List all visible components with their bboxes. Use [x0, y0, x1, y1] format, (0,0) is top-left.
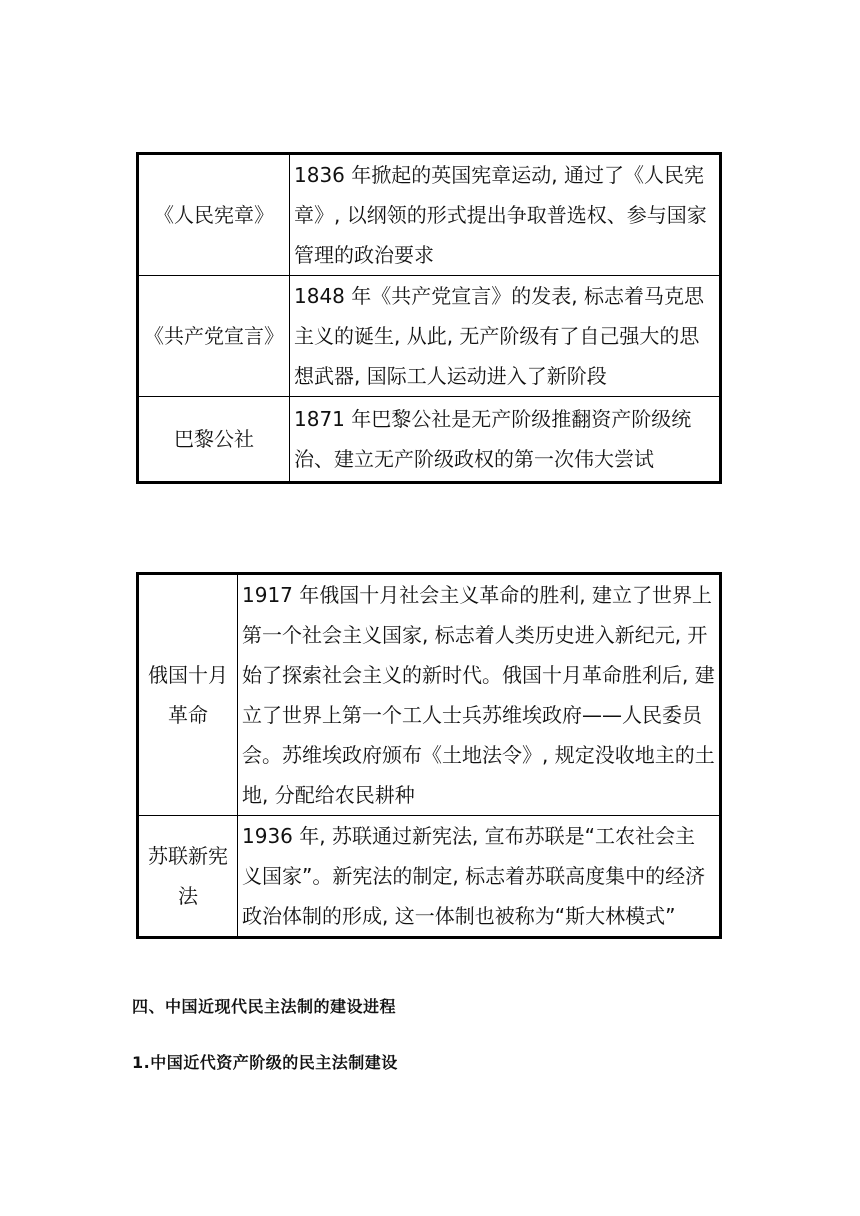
subsection-heading: 1.中国近代资产阶级的民主法制建设 — [132, 1053, 398, 1072]
table-row — [138, 397, 721, 483]
term-cell: 《共产党宣言》 — [138, 276, 290, 397]
term-cell: 俄国十月革命 — [138, 574, 238, 816]
description-cell: 1936 年, 苏联通过新宪法, 宣布苏联是“工农社会主义国家”。新宪法的制定, 标志着苏联高度集中的经济政治体制的形成, 这一体制也被称为“斯大林模式” — [238, 816, 721, 938]
term-cell: 《人民宪章》 — [138, 154, 290, 276]
table-western-movements — [136, 152, 722, 484]
table-row — [138, 816, 721, 938]
table-soviet-history — [136, 572, 722, 939]
description-cell: 1836 年掀起的英国宪章运动, 通过了《人民宪章》, 以纲领的形式提出争取普选权、参与国家管理的政治要求 — [290, 154, 721, 276]
term-cell: 巴黎公社 — [138, 397, 290, 483]
table-row — [138, 574, 721, 816]
table-row — [138, 276, 721, 397]
table-row — [138, 154, 721, 276]
description-cell: 1848 年《共产党宣言》的发表, 标志着马克思主义的诞生, 从此, 无产阶级有了自己强大的思想武器, 国际工人运动进入了新阶段 — [290, 276, 721, 397]
description-cell: 1871 年巴黎公社是无产阶级推翻资产阶级统治、建立无产阶级政权的第一次伟大尝试 — [290, 397, 721, 483]
description-cell: 1917 年俄国十月社会主义革命的胜利, 建立了世界上第一个社会主义国家, 标志着人类历史进入新纪元, 开始了探索社会主义的新时代。俄国十月革命胜利后, 建立了世界上第一个工人士兵苏维埃政府——人民委员会。苏维埃政府颁布《土地法令》, 规定没收地主的土地, 分配给农民耕种 — [238, 574, 721, 816]
term-cell: 苏联新宪法 — [138, 816, 238, 938]
section-heading: 四、中国近现代民主法制的建设进程 — [132, 997, 397, 1016]
